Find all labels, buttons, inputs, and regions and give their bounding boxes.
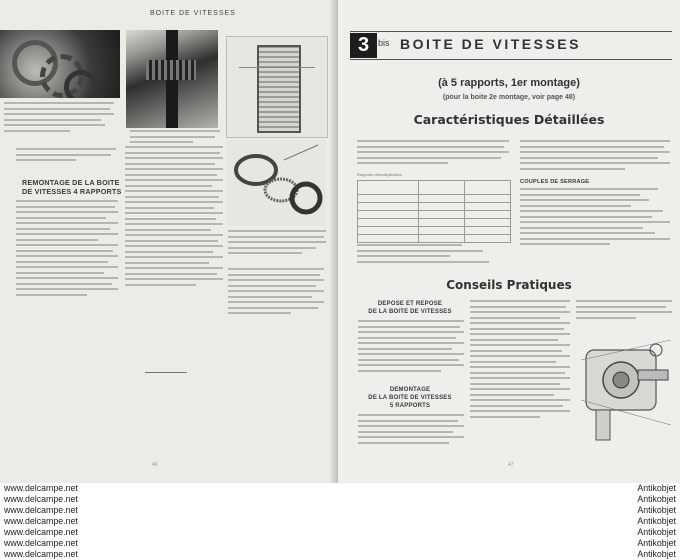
footer-row xyxy=(0,483,680,494)
heading-caracteristiques: Caractéristiques Détaillées xyxy=(413,112,605,127)
section-title: BOITE DE VITESSES xyxy=(400,36,581,52)
divider xyxy=(145,372,187,373)
body-text xyxy=(358,320,464,375)
subhead-depose: DEPOSE ET REPOSE DE LA BOITE DE VITESSES xyxy=(368,301,452,315)
footer-left-text: www.delcampe.net xyxy=(4,549,78,559)
footer-row xyxy=(0,527,680,538)
caption-block xyxy=(4,102,114,135)
footer-left-text: www.delcampe.net xyxy=(4,505,78,515)
footer-row xyxy=(0,549,680,560)
gear-shape xyxy=(64,70,98,98)
bearing-ring xyxy=(257,45,301,133)
subhead-remontage: REMONTAGE DE LA BOITE DE VITESSES 4 RAPPORTS xyxy=(22,178,122,196)
left-page xyxy=(0,0,336,483)
footer-right-text: Antikobjet xyxy=(637,505,676,515)
body-text xyxy=(520,188,670,249)
footer-left-text: www.delcampe.net xyxy=(4,538,78,548)
photo-gear-shaft xyxy=(126,30,218,128)
title-rule xyxy=(350,31,672,32)
footer-right-text: Antikobjet xyxy=(637,549,676,559)
right-folio: 47 xyxy=(508,462,514,468)
body-text xyxy=(520,140,670,173)
footer-right-text: Antikobjet xyxy=(637,538,676,548)
body-text xyxy=(470,300,570,421)
body-text xyxy=(357,244,507,266)
ratio-table xyxy=(357,180,511,243)
subtitle-note: (pour la boite 2e montage, voir page 48) xyxy=(442,94,576,101)
footer-right-text: Antikobjet xyxy=(637,483,676,493)
footer-left-text: www.delcampe.net xyxy=(4,516,78,526)
footer-left-text: www.delcampe.net xyxy=(4,483,78,493)
body-text xyxy=(16,148,116,165)
footer-left-text: www.delcampe.net xyxy=(4,494,78,504)
body-text xyxy=(125,146,223,289)
heading-conseils: Conseils Pratiques xyxy=(446,278,572,292)
photo-bearing xyxy=(226,36,328,138)
photo-gearbox-hands xyxy=(0,30,120,98)
body-text xyxy=(16,200,118,299)
photo-synchro-rings xyxy=(226,140,326,226)
synchro-ring-drawing xyxy=(226,140,326,226)
body-text xyxy=(358,414,464,447)
body-text xyxy=(576,300,672,322)
table-caption: Rapports démultiplication xyxy=(357,172,402,177)
footer-row xyxy=(0,494,680,505)
gear-selector-diagram xyxy=(576,330,676,450)
footer-row xyxy=(0,516,680,527)
footer-right-text: Antikobjet xyxy=(637,516,676,526)
body-text xyxy=(228,268,324,318)
footer-right-text: Antikobjet xyxy=(637,494,676,504)
body-text xyxy=(357,140,509,168)
footer-left-text: www.delcampe.net xyxy=(4,527,78,537)
subtitle: (à 5 rapports, 1er montage) xyxy=(438,77,580,89)
footer-row xyxy=(0,538,680,549)
left-folio: 46 xyxy=(152,462,158,468)
chapter-suffix: bis xyxy=(378,38,390,48)
side-head-couples: COUPLES DE SERRAGE xyxy=(520,179,590,185)
title-rule xyxy=(350,59,672,60)
caption-block xyxy=(130,130,220,147)
subhead-demontage: DEMONTAGE DE LA BOITE DE VITESSES 5 RAPPORTS xyxy=(368,387,452,409)
watermark-footer xyxy=(0,483,680,559)
footer-right-text: Antikobjet xyxy=(637,527,676,537)
chapter-number-badge: 3 xyxy=(350,33,377,58)
footer-row xyxy=(0,505,680,516)
left-running-head: BOITE DE VITESSES xyxy=(150,10,236,17)
caption-block xyxy=(228,230,326,258)
